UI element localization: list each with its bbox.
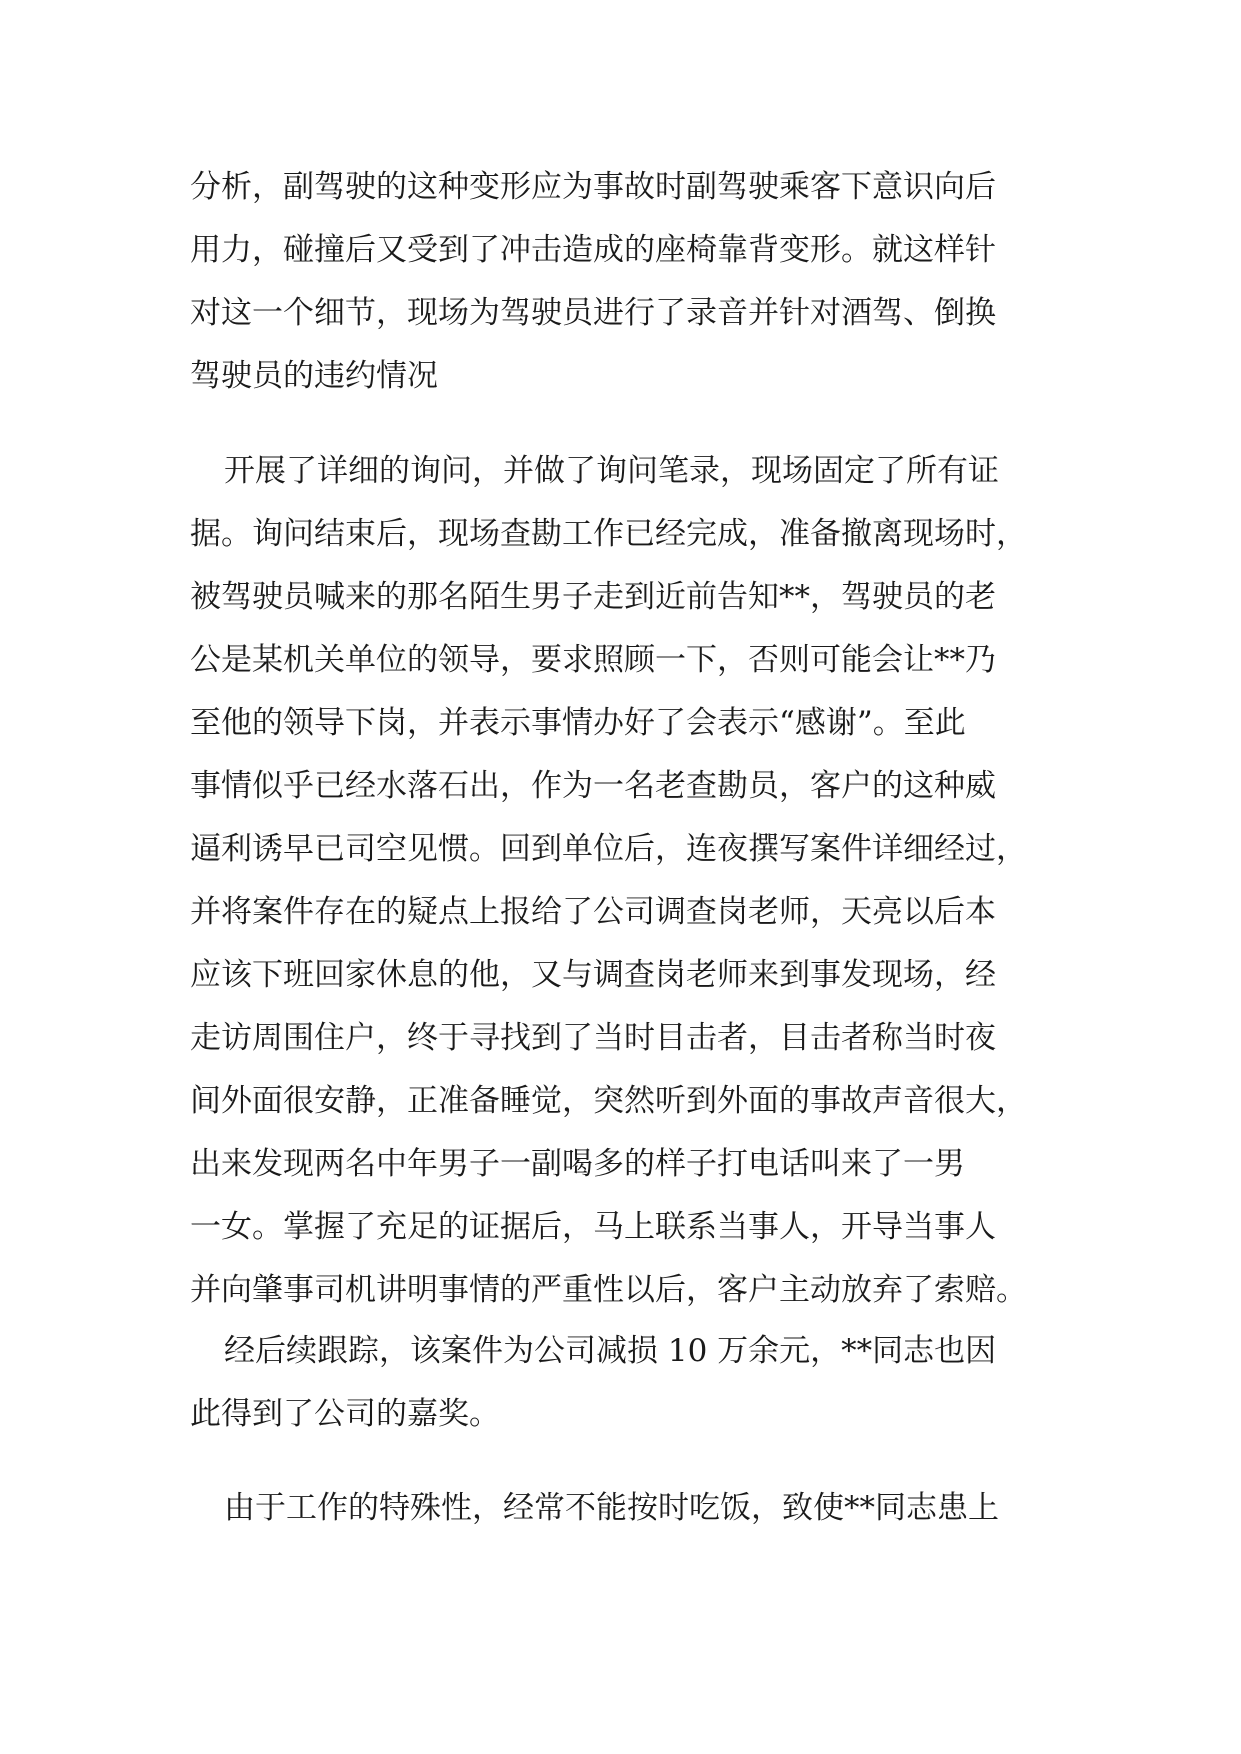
text-line: 一女。掌握了充足的证据后，马上联系当事人，开导当事人 bbox=[190, 1209, 996, 1245]
text-line: 经后续跟踪，该案件为公司减损 10 万余元，**同志也因 bbox=[224, 1333, 997, 1369]
text-line: 用力，碰撞后又受到了冲击造成的座椅靠背变形。就这样针 bbox=[190, 232, 996, 268]
paragraph-2 bbox=[190, 440, 1070, 1322]
text-line: 据。询问结束后，现场查勘工作已经完成，准备撤离现场时， bbox=[190, 516, 1027, 552]
text-line: 事情似乎已经水落石出，作为一名老查勘员，客户的这种威 bbox=[190, 768, 996, 804]
text-line: 被驾驶员喊来的那名陌生男子走到近前告知**，驾驶员的老 bbox=[190, 579, 996, 615]
text-line: 间外面很安静，正准备睡觉，突然听到外面的事故声音很大， bbox=[190, 1083, 1027, 1119]
text-line: 至他的领导下岗，并表示事情办好了会表示“感谢”。至此 bbox=[190, 705, 966, 741]
text-line: 出来发现两名中年男子一副喝多的样子打电话叫来了一男 bbox=[190, 1146, 965, 1182]
text-line: 分析，副驾驶的这种变形应为事故时副驾驶乘客下意识向后 bbox=[190, 169, 996, 205]
text-line: 应该下班回家休息的他，又与调查岗老师来到事发现场，经 bbox=[190, 957, 996, 993]
paragraph-3 bbox=[190, 1320, 1070, 1446]
paragraph-4 bbox=[190, 1477, 1070, 1540]
text-line: 走访周围住户，终于寻找到了当时目击者，目击者称当时夜 bbox=[190, 1020, 996, 1056]
text-line: 公是某机关单位的领导，要求照顾一下，否则可能会让**乃 bbox=[190, 642, 996, 678]
text-line: 驾驶员的违约情况 bbox=[190, 358, 438, 394]
text-line: 逼利诱早已司空见惯。回到单位后，连夜撰写案件详细经过， bbox=[190, 831, 1027, 867]
text-line: 开展了详细的询问，并做了询问笔录，现场固定了所有证 bbox=[224, 453, 999, 489]
text-line: 并向肇事司机讲明事情的严重性以后，客户主动放弃了索赔。 bbox=[190, 1272, 1027, 1308]
text-line: 对这一个细节，现场为驾驶员进行了录音并针对酒驾、倒换 bbox=[190, 295, 996, 331]
text-line: 由于工作的特殊性，经常不能按时吃饭，致使**同志患上 bbox=[224, 1490, 999, 1526]
text-line: 此得到了公司的嘉奖。 bbox=[190, 1396, 500, 1432]
paragraph-1 bbox=[190, 156, 1070, 408]
text-line: 并将案件存在的疑点上报给了公司调查岗老师，天亮以后本 bbox=[190, 894, 996, 930]
